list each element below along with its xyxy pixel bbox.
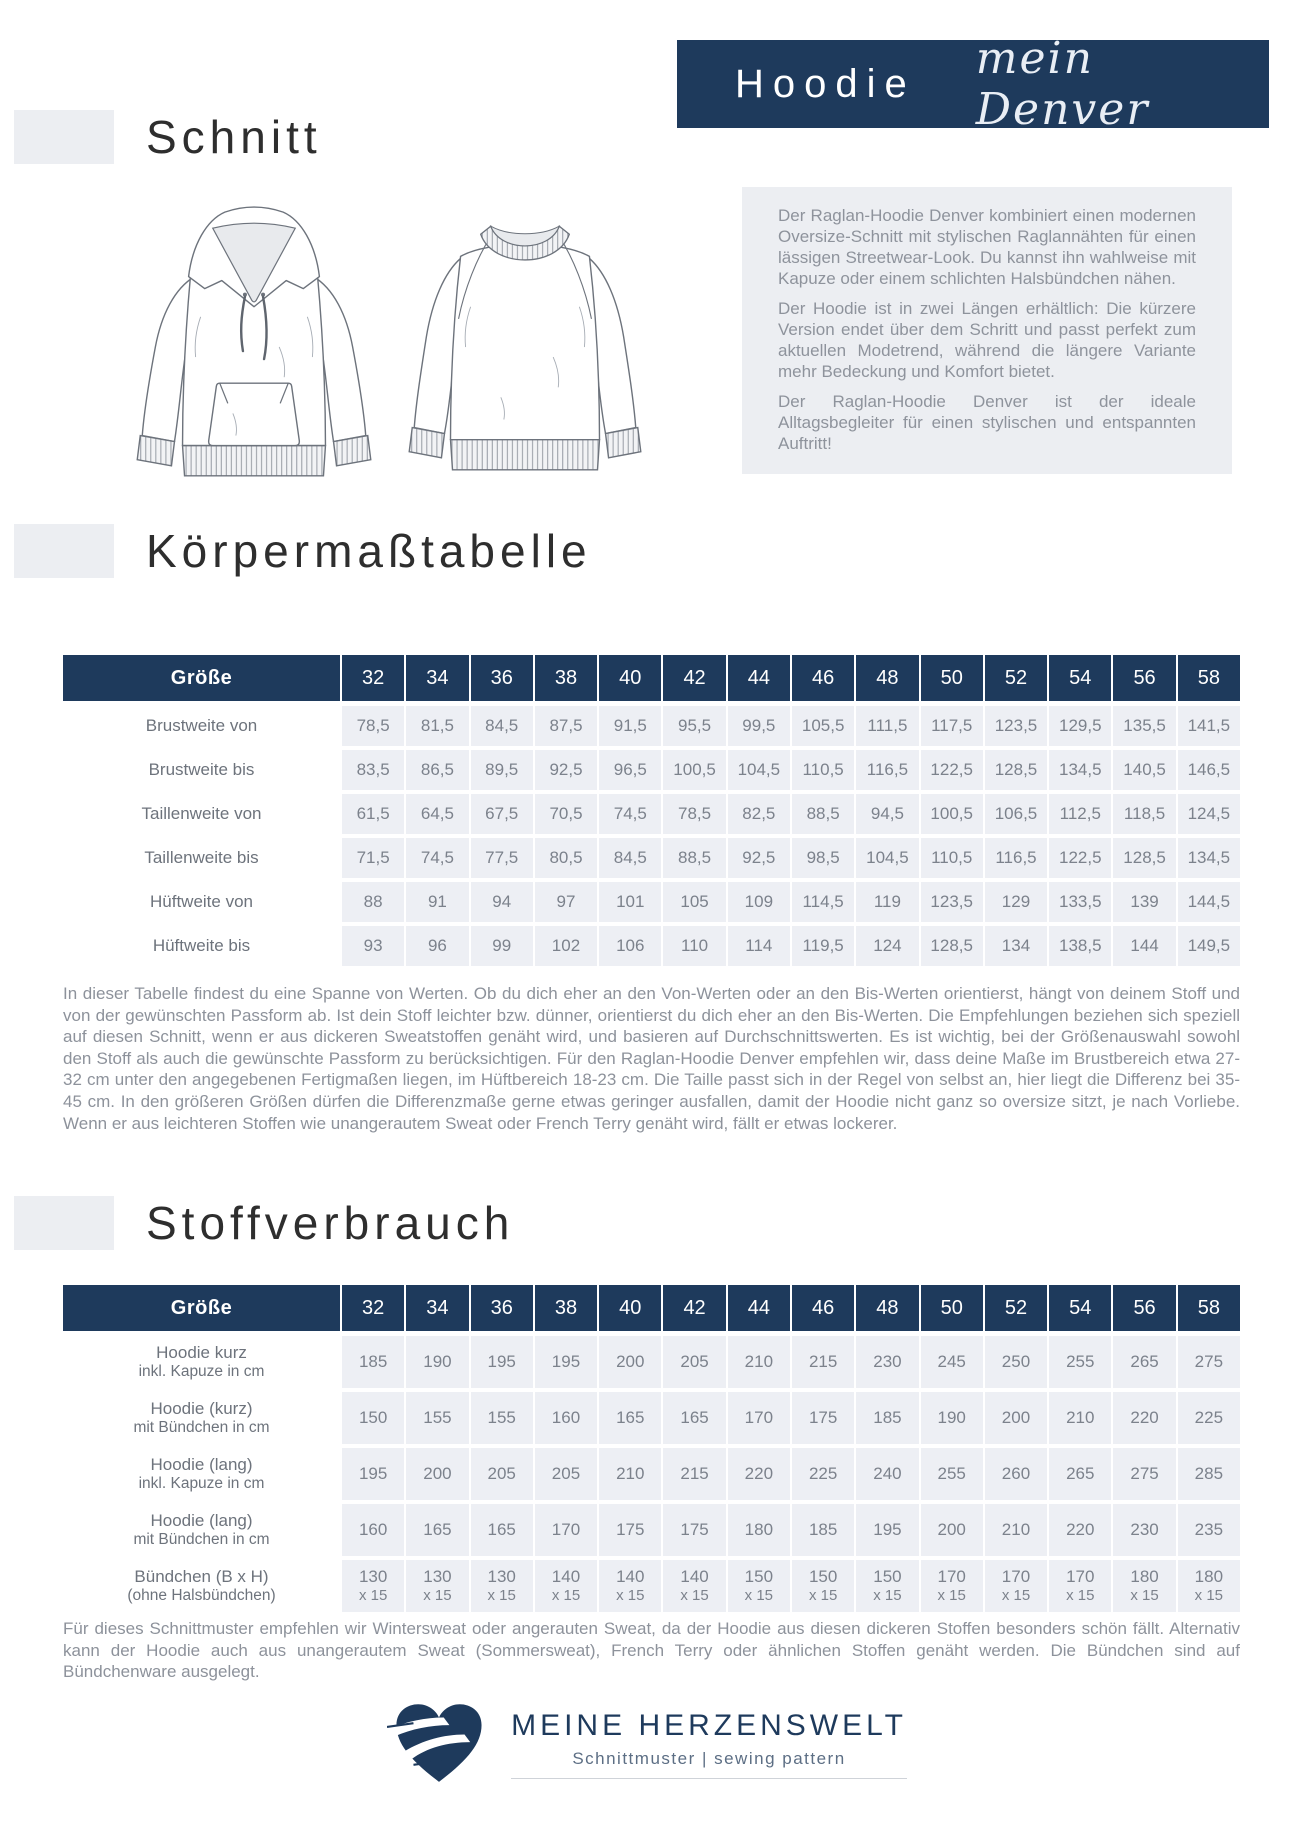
size-header-cell: 36: [471, 1285, 533, 1331]
value-cell: 141,5: [1178, 706, 1240, 746]
value-cell: 98,5: [792, 838, 854, 878]
row-label-cell: Bündchen (B x H) (ohne Halsbündchen): [63, 1560, 340, 1612]
value-cell: 155: [471, 1392, 533, 1444]
value-cell: 165: [599, 1392, 661, 1444]
body-measurements-table: [63, 655, 1240, 970]
value-cell: 128,5: [985, 750, 1047, 790]
value-cell: 190: [406, 1336, 468, 1388]
value-cell: 114: [728, 926, 790, 966]
value-cell: 215: [792, 1336, 854, 1388]
brand-name: MEINE HERZENSWELT: [511, 1709, 907, 1742]
value-cell: 260: [985, 1448, 1047, 1500]
value-cell: 134,5: [1178, 838, 1240, 878]
value-cell: 175: [792, 1392, 854, 1444]
value-cell: 88,5: [663, 838, 725, 878]
value-cell: 96: [406, 926, 468, 966]
value-cell: 110,5: [921, 838, 983, 878]
value-cell: 250: [985, 1336, 1047, 1388]
value-cell: 160: [342, 1504, 404, 1556]
value-cell: 122,5: [1049, 838, 1111, 878]
value-cell: 200: [921, 1504, 983, 1556]
size-header-cell: 50: [921, 1285, 983, 1331]
description-paragraph-2: Der Hoodie ist in zwei Längen erhältlich: Die kürzere Version endet über dem Schritt und passt perfekt zum aktuellen Modetrend, während die längere Variante mehr Bedeckung und Komfort bietet.: [778, 299, 1196, 381]
value-cell: 100,5: [663, 750, 725, 790]
size-header-cell: 56: [1113, 1285, 1175, 1331]
value-cell: 96,5: [599, 750, 661, 790]
value-cell: 130 x 15: [471, 1560, 533, 1612]
value-cell: 185: [792, 1504, 854, 1556]
value-cell: 122,5: [921, 750, 983, 790]
value-cell: 220: [1049, 1504, 1111, 1556]
size-table-note: In dieser Tabelle findest du eine Spanne von Werten. Ob du dich eher an den Von-Werten oder an den Bis-Werten orientierst, hängt von deinem Stoff und von der gewünschten Passform ab. Ist dein Stoff leichter bzw. dünner, orientierst du dich eher an den Bis-Werten. Die Empfehlungen beziehen sich speziell auf diesen Schnitt, wenn er aus dickeren Sweatstoffen genäht wird, und basieren auf Durchschnittswerten. Es ist wichtig, bei der Größenauswahl sowohl den Stoff als auch die gewünschte Passform zu berücksichtigen. Für den Raglan-Hoodie Denver empfehlen wir, dass deine Maße im Brustbereich etwa 27-32 cm unter den angegebenen Fertigmaßen liegen, im Hüftbereich 18-23 cm. Die Taille passt sich in der Regel von selbst an, hier liegt die Differenz bei 35-45 cm. In den größeren Größen dürfen die Differenzmaße gerne etwas geringer ausfallen, damit der Hoodie nicht ganz so oversize sitzt, je nach Vorliebe. Wenn er aus leichteren Stoffen wie unangerautem Sweat oder French Terry genäht wird, fällt er etwas lockerer.: [63, 984, 1240, 1133]
value-cell: 82,5: [728, 794, 790, 834]
value-cell: 105,5: [792, 706, 854, 746]
value-cell: 99: [471, 926, 533, 966]
value-cell: 149,5: [1178, 926, 1240, 966]
size-header-cell: 42: [663, 655, 725, 701]
hoodie-illustrations: [128, 196, 646, 502]
value-cell: 86,5: [406, 750, 468, 790]
value-cell: 255: [1049, 1336, 1111, 1388]
value-cell: 91: [406, 882, 468, 922]
size-header-cell: 34: [406, 655, 468, 701]
row-label-cell: Taillenweite bis: [63, 838, 340, 878]
value-cell: 114,5: [792, 882, 854, 922]
size-header-cell: 36: [471, 655, 533, 701]
table-row: [63, 1336, 1240, 1388]
value-cell: 61,5: [342, 794, 404, 834]
value-cell: 110,5: [792, 750, 854, 790]
value-cell: 129: [985, 882, 1047, 922]
value-cell: 104,5: [728, 750, 790, 790]
row-label-cell: Hüftweite von: [63, 882, 340, 922]
value-cell: 123,5: [985, 706, 1047, 746]
value-cell: 94,5: [856, 794, 918, 834]
size-header-cell: 52: [985, 655, 1047, 701]
value-cell: 94: [471, 882, 533, 922]
value-cell: 135,5: [1113, 706, 1175, 746]
value-cell: 92,5: [535, 750, 597, 790]
value-cell: 130 x 15: [342, 1560, 404, 1612]
value-cell: 195: [342, 1448, 404, 1500]
size-header-cell: 40: [599, 1285, 661, 1331]
value-cell: 119: [856, 882, 918, 922]
value-cell: 215: [663, 1448, 725, 1500]
value-cell: 170 x 15: [1049, 1560, 1111, 1612]
value-cell: 170: [728, 1392, 790, 1444]
row-label-cell: Taillenweite von: [63, 794, 340, 834]
value-cell: 67,5: [471, 794, 533, 834]
table-row: [63, 838, 1240, 878]
value-cell: 64,5: [406, 794, 468, 834]
size-header-cell: 32: [342, 1285, 404, 1331]
value-cell: 111,5: [856, 706, 918, 746]
value-cell: 195: [471, 1336, 533, 1388]
value-cell: 150: [342, 1392, 404, 1444]
value-cell: 91,5: [599, 706, 661, 746]
row-label-cell: Hüftweite bis: [63, 926, 340, 966]
value-cell: 200: [599, 1336, 661, 1388]
value-cell: 123,5: [921, 882, 983, 922]
section-title-stoffverbrauch: Stoffverbrauch: [146, 1197, 515, 1249]
description-paragraph-1: Der Raglan-Hoodie Denver kombiniert einen modernen Oversize-Schnitt mit stylischen Raglannähten für einen lässigen Streetwear-Look. Du kannst ihn wahlweise mit Kapuze oder einem schlichten Halsbündchen nähen.: [778, 206, 1196, 288]
value-cell: 144: [1113, 926, 1175, 966]
value-cell: 100,5: [921, 794, 983, 834]
value-cell: 78,5: [342, 706, 404, 746]
value-cell: 119,5: [792, 926, 854, 966]
brand-logo: [0, 1698, 1294, 1790]
heading-decoration-rect: [14, 1196, 114, 1250]
value-cell: 81,5: [406, 706, 468, 746]
value-cell: 255: [921, 1448, 983, 1500]
value-cell: 205: [471, 1448, 533, 1500]
size-header-cell: 38: [535, 1285, 597, 1331]
value-cell: 165: [663, 1392, 725, 1444]
brand-text-block: [511, 1709, 907, 1779]
value-cell: 140 x 15: [663, 1560, 725, 1612]
description-paragraph-3: Der Raglan-Hoodie Denver ist der ideale Alltagsbegleiter für einen stylischen und entspannten Auftritt!: [778, 392, 1196, 453]
value-cell: 170 x 15: [985, 1560, 1047, 1612]
table-header-row: [63, 1285, 1240, 1331]
value-cell: 138,5: [1049, 926, 1111, 966]
size-header-cell: 58: [1178, 655, 1240, 701]
value-cell: 265: [1049, 1448, 1111, 1500]
value-cell: 185: [342, 1336, 404, 1388]
value-cell: 275: [1178, 1336, 1240, 1388]
value-cell: 101: [599, 882, 661, 922]
row-label-cell: Brustweite bis: [63, 750, 340, 790]
value-cell: 210: [599, 1448, 661, 1500]
value-cell: 180 x 15: [1178, 1560, 1240, 1612]
value-cell: 95,5: [663, 706, 725, 746]
value-cell: 92,5: [728, 838, 790, 878]
section-heading-schnitt: [14, 110, 322, 164]
value-cell: 140 x 15: [599, 1560, 661, 1612]
value-cell: 80,5: [535, 838, 597, 878]
value-cell: 99,5: [728, 706, 790, 746]
table-header-row: [63, 655, 1240, 701]
section-heading-koerpermasstabelle: [14, 524, 592, 578]
table-row: [63, 750, 1240, 790]
value-cell: 175: [599, 1504, 661, 1556]
value-cell: 133,5: [1049, 882, 1111, 922]
value-cell: 146,5: [1178, 750, 1240, 790]
value-cell: 88,5: [792, 794, 854, 834]
value-cell: 112,5: [1049, 794, 1111, 834]
value-cell: 210: [1049, 1392, 1111, 1444]
size-header-cell: 46: [792, 1285, 854, 1331]
value-cell: 275: [1113, 1448, 1175, 1500]
size-header-cell: 42: [663, 1285, 725, 1331]
value-cell: 205: [535, 1448, 597, 1500]
value-cell: 140,5: [1113, 750, 1175, 790]
value-cell: 225: [1178, 1392, 1240, 1444]
value-cell: 240: [856, 1448, 918, 1500]
value-cell: 185: [856, 1392, 918, 1444]
value-cell: 106: [599, 926, 661, 966]
value-cell: 71,5: [342, 838, 404, 878]
value-cell: 225: [792, 1448, 854, 1500]
value-cell: 180 x 15: [1113, 1560, 1175, 1612]
value-cell: 78,5: [663, 794, 725, 834]
size-header-cell: 46: [792, 655, 854, 701]
value-cell: 83,5: [342, 750, 404, 790]
value-cell: 139: [1113, 882, 1175, 922]
value-cell: 128,5: [921, 926, 983, 966]
value-cell: 102: [535, 926, 597, 966]
size-header-cell: 34: [406, 1285, 468, 1331]
pattern-title: Hoodie: [735, 61, 916, 106]
size-header-cell: 54: [1049, 655, 1111, 701]
section-title-schnitt: Schnitt: [146, 111, 322, 163]
value-cell: 124: [856, 926, 918, 966]
row-label-cell: Hoodie (lang) inkl. Kapuze in cm: [63, 1448, 340, 1500]
size-header-cell: 58: [1178, 1285, 1240, 1331]
value-cell: 128,5: [1113, 838, 1175, 878]
value-cell: 116,5: [985, 838, 1047, 878]
value-cell: 195: [535, 1336, 597, 1388]
row-label-cell: Hoodie (kurz) mit Bündchen in cm: [63, 1392, 340, 1444]
value-cell: 117,5: [921, 706, 983, 746]
value-cell: 245: [921, 1336, 983, 1388]
heading-decoration-rect: [14, 110, 114, 164]
value-cell: 140 x 15: [535, 1560, 597, 1612]
section-heading-stoffverbrauch: [14, 1196, 514, 1250]
value-cell: 150 x 15: [728, 1560, 790, 1612]
row-label-cell: Brustweite von: [63, 706, 340, 746]
fabric-consumption-table: [63, 1285, 1240, 1616]
table-row: [63, 882, 1240, 922]
value-cell: 116,5: [856, 750, 918, 790]
size-header-cell: 56: [1113, 655, 1175, 701]
hoodie-back-illustration: [404, 196, 646, 492]
value-cell: 200: [406, 1448, 468, 1500]
section-title-koerpermasstabelle: Körpermaßtabelle: [146, 525, 592, 577]
row-label-cell: Hoodie kurz inkl. Kapuze in cm: [63, 1336, 340, 1388]
table-row: [63, 794, 1240, 834]
value-cell: 205: [663, 1336, 725, 1388]
value-cell: 230: [1113, 1504, 1175, 1556]
value-cell: 165: [406, 1504, 468, 1556]
value-cell: 180: [728, 1504, 790, 1556]
size-header-cell: 48: [856, 655, 918, 701]
size-header-cell: 50: [921, 655, 983, 701]
value-cell: 74,5: [406, 838, 468, 878]
value-cell: 89,5: [471, 750, 533, 790]
table-row: [63, 706, 1240, 746]
heart-logo-icon: [387, 1698, 491, 1790]
brand-tagline: Schnittmuster | sewing pattern: [511, 1749, 907, 1779]
pattern-series-script: mein Denver: [975, 33, 1150, 135]
value-cell: 84,5: [599, 838, 661, 878]
value-cell: 129,5: [1049, 706, 1111, 746]
title-banner: [677, 33, 1269, 135]
value-cell: 118,5: [1113, 794, 1175, 834]
size-header-cell: 32: [342, 655, 404, 701]
value-cell: 220: [728, 1448, 790, 1500]
value-cell: 190: [921, 1392, 983, 1444]
table-row: [63, 1504, 1240, 1556]
row-label-cell: Hoodie (lang) mit Bündchen in cm: [63, 1504, 340, 1556]
value-cell: 106,5: [985, 794, 1047, 834]
value-cell: 134: [985, 926, 1047, 966]
value-cell: 150 x 15: [792, 1560, 854, 1612]
value-cell: 97: [535, 882, 597, 922]
value-cell: 220: [1113, 1392, 1175, 1444]
hoodie-front-illustration: [128, 196, 380, 502]
value-cell: 77,5: [471, 838, 533, 878]
value-cell: 87,5: [535, 706, 597, 746]
size-header-cell: 54: [1049, 1285, 1111, 1331]
size-header-cell: 38: [535, 655, 597, 701]
value-cell: 70,5: [535, 794, 597, 834]
size-header-cell: 52: [985, 1285, 1047, 1331]
value-cell: 134,5: [1049, 750, 1111, 790]
value-cell: 130 x 15: [406, 1560, 468, 1612]
size-header-cell: 44: [728, 1285, 790, 1331]
table-row: [63, 1392, 1240, 1444]
size-column-header: Größe: [63, 655, 340, 701]
value-cell: 155: [406, 1392, 468, 1444]
value-cell: 170: [535, 1504, 597, 1556]
value-cell: 160: [535, 1392, 597, 1444]
value-cell: 285: [1178, 1448, 1240, 1500]
value-cell: 150 x 15: [856, 1560, 918, 1612]
value-cell: 74,5: [599, 794, 661, 834]
value-cell: 104,5: [856, 838, 918, 878]
value-cell: 110: [663, 926, 725, 966]
value-cell: 235: [1178, 1504, 1240, 1556]
value-cell: 165: [471, 1504, 533, 1556]
fabric-table-note: Für dieses Schnittmuster empfehlen wir Wintersweat oder angerauten Sweat, da der Hoodie aus diesen dickeren Stoffen besonders schön fällt. Alternativ kann der Hoodie auch aus unangerautem Sweat (Sommersweat), French Terry oder ähnlichen Stoffen genäht werden. Die Bündchen sind auf Bündchenware ausgelegt.: [63, 1619, 1240, 1682]
value-cell: 210: [728, 1336, 790, 1388]
size-header-cell: 44: [728, 655, 790, 701]
description-panel: [742, 187, 1232, 474]
value-cell: 88: [342, 882, 404, 922]
size-header-cell: 40: [599, 655, 661, 701]
value-cell: 109: [728, 882, 790, 922]
size-column-header: Größe: [63, 1285, 340, 1331]
value-cell: 200: [985, 1392, 1047, 1444]
table-row: [63, 1448, 1240, 1500]
value-cell: 230: [856, 1336, 918, 1388]
value-cell: 105: [663, 882, 725, 922]
value-cell: 93: [342, 926, 404, 966]
value-cell: 84,5: [471, 706, 533, 746]
value-cell: 170 x 15: [921, 1560, 983, 1612]
value-cell: 144,5: [1178, 882, 1240, 922]
heading-decoration-rect: [14, 524, 114, 578]
size-header-cell: 48: [856, 1285, 918, 1331]
value-cell: 195: [856, 1504, 918, 1556]
value-cell: 210: [985, 1504, 1047, 1556]
value-cell: 265: [1113, 1336, 1175, 1388]
table-row: [63, 926, 1240, 966]
value-cell: 124,5: [1178, 794, 1240, 834]
value-cell: 175: [663, 1504, 725, 1556]
table-row: [63, 1560, 1240, 1612]
